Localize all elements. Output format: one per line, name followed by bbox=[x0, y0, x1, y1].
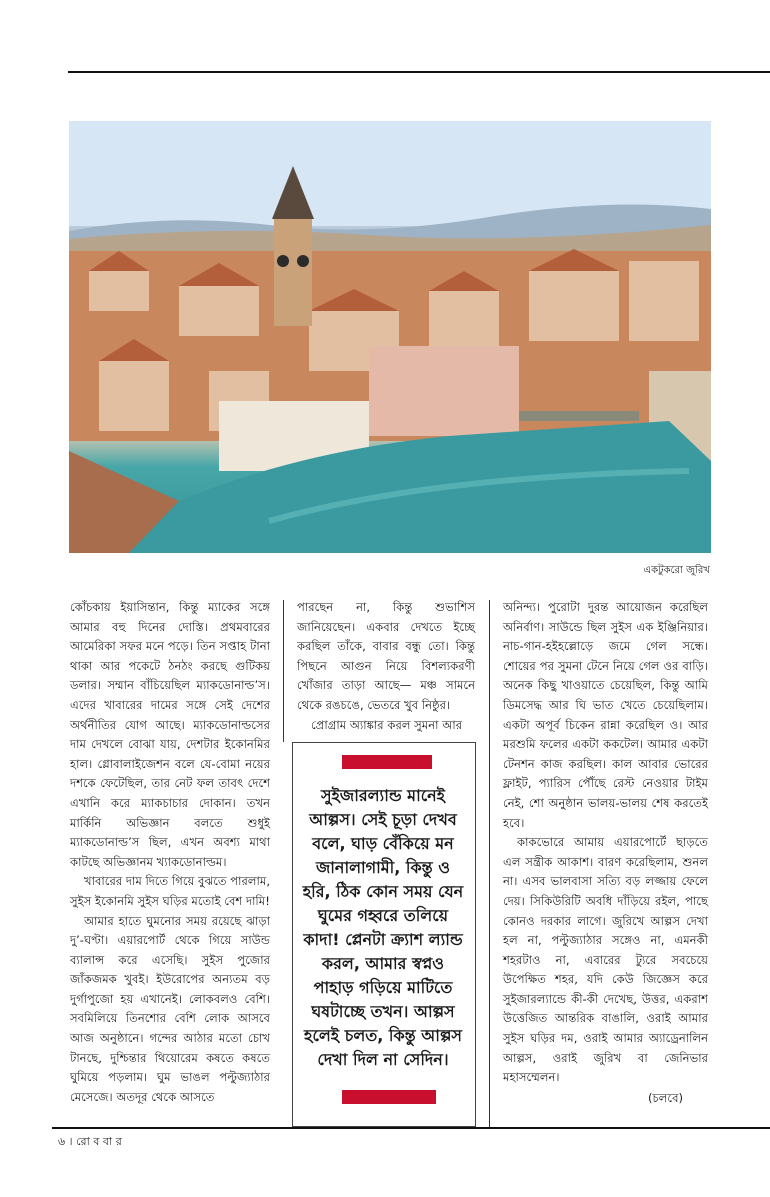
paragraph: আমার হাতে ঘুমনোর সময় রয়েছে ঝাড়া দু’-ঘণ্টা। এয়ারপোর্ট থেকে গিয়ে সাউন্ড ব্যালান্স করে এসেছি। সুইস পুজোর জাঁকজমক খুবই। ইউরোপের অন্যতম বড় দুর্গাপুজো হয় এখানেই। লোকবলও বেশি। সবমিলিয়ে তিনশোর বেশি লোক আসবে আজ অনুষ্ঠানে। গন্দের আঠার মতো চোখ টানছে, দুশ্চিন্তার থিয়োরেম কষতে কষতে ঘুমিয়ে পড়লাম। ঘুম ভাঙল পল্টুজ্যাঠার মেসেজে। অতদূর থেকে আসতে bbox=[70, 913, 270, 1104]
paragraph: অনিন্দ্য। পুরোটা দুরন্ত আয়োজন করেছিল অনির্বাণ। সাউন্ডে ছিল সুইস এক ইঞ্জিনিয়ার। নাচ-গান-হইহল্লোড়ে জমে গেল সন্ধে। শোয়ের পর সুমনা টেনে নিয়ে গেল ওর বাড়ি। অনেক কিছু খাওয়াতে চেয়েছিল, কিন্তু আমি ডিমসেদ্ধ আর ঘি ভাত খেতে চেয়েছিলাম। একটা অপূর্ব চিকেন রান্না করেছিল ও। আর মরশুমি ফলের একটা ককটেল। আমার একটা টেনশন কাজ করছিল। কাল আবার ভোরের ফ্লাইট, প্যারিস পৌঁছে রেস্ট নেওয়ার টাইম নেই, শো অনুষ্ঠান ভালয়-ভালয় শেষ করতেই হবে। bbox=[503, 600, 708, 830]
pull-quote-bottom-bar bbox=[342, 1090, 436, 1104]
paragraph: কাকভোরে আমায় এয়ারপোর্টে ছাড়তে এল সন্ত্রীক আকাশ। বারণ করেছিলাম, শুনল না। এসব ভালবাসা সত্যি বড় লজ্জায় ফেলে দেয়। সিকিউরিটি অবধি দাঁড়িয়ে রইল, পাছে কোনও দরকার লাগে। জুরিখে আল্পস দেখা হল না, পল্টুজ্যাঠার সঙ্গেও না, এমনকী শহরটাও না, এবারের ট্যুরে সবচেয়ে উপেক্ষিত শহর, যদি কেউ জিজ্ঞেস করে সুইজারল্যান্ডে কী-কী দেখেছ, উত্তর, একরাশ উত্তেজিত আন্তরিক বাঙালি, ওরাই আমার সুইস ঘড়ির দম, ওরাই আমার অ্যাড্রেনালিন আল্পস, ওরাই জুরিখ বা জেনিভার মহাসম্মেলন। bbox=[503, 835, 708, 1085]
bottom-rule bbox=[52, 1127, 770, 1129]
article-column-1 bbox=[70, 598, 270, 1107]
column-divider bbox=[489, 600, 490, 1127]
page-folio: ৬ । রো ব বা র bbox=[58, 1135, 122, 1148]
article-column-3 bbox=[503, 598, 708, 1088]
to-be-continued: (চলবে) bbox=[648, 1091, 684, 1105]
paragraph: খাবারের দাম দিতে গিয়ে বুঝতে পারলাম, সুইস ইকোনমি সুইস ঘড়ির মতোই বেশ দামি! bbox=[70, 874, 271, 908]
paragraph: কোঁচকায় ইয়াসিন্তান, কিন্তু ম্যাকের সঙ্গে আমার বহু দিনের দোস্তি। প্রথমবারের আমেরিকা সফর মনে পড়ে। তিন সপ্তাহ টানা থাকা আর পকেটে ঠনঠং করছে গুটিকয় ডলার। সম্মান বাঁচিয়েছিল ম্যাকডোনাল্ড’স। এদের খাবারের দামের সঙ্গে সেই দেশের অর্থনীতির যোগ আছে। ম্যাকডোনাল্ডসের দাম দেখলে বোঝা যায়, দেশটার ইকোনমির হাল। গ্লোবালাইজেশন বলে যে-বোমা নয়ের দশকে ফেটেছিল, তার নেট ফল তাবৎ দেশে এখানি করে ম্যাকচাচার দোকান। তখন মার্কিনি অভিজ্ঞান বলতে শুধুই ম্যাকডোনাল্ড’স ছিল, এখন অবশ্য মাথা কাটছে অভিজ্ঞানম খ্যাকডোনাল্ডম। bbox=[70, 600, 270, 869]
zurich-photo bbox=[69, 121, 711, 553]
zurich-photo-illustration bbox=[69, 121, 711, 553]
article-column-2 bbox=[297, 598, 475, 735]
pull-quote-top-bar bbox=[342, 755, 432, 769]
paragraph: পারছেন না, কিন্তু শুভাশিস জানিয়েছেন। একবার দেখতে ইচ্ছে করছিল তাঁকে, বাবার বন্ধু তো। কিন্তু পিছনে আগুন নিয়ে বিশল্যকরণী খোঁজার তাড়া আছে— মঞ্চ সামনে থেকে রঙচঙে, ভেতরে খুব নিষ্ঠুর। bbox=[297, 600, 475, 712]
pull-quote: সুইজারল্যান্ড মানেই আল্পস। সেই চূড়া দেখব বলে, ঘাড় বেঁকিয়ে মন জানালাগামী, কিন্তু ও হরি, ঠিক কোন সময় যেন ঘুমের গহ্বরে তলিয়ে কাদা! প্লেনটা ক্র্যাশ ল্যান্ড করল, আমার স্বপ্নও পাহাড় গড়িয়ে মাটিতে ঘষটাচ্ছে তখন। আল্পস হলেই চলত, কিন্তু আল্পস দেখা দিল না সেদিন। bbox=[302, 786, 464, 1069]
paragraph: প্রোগ্রাম অ্যাঙ্কার করল সুমনা আর bbox=[311, 717, 463, 732]
column-divider bbox=[283, 600, 284, 742]
top-rule bbox=[68, 71, 770, 73]
photo-caption: একটুকরো জুরিখ bbox=[643, 565, 710, 576]
